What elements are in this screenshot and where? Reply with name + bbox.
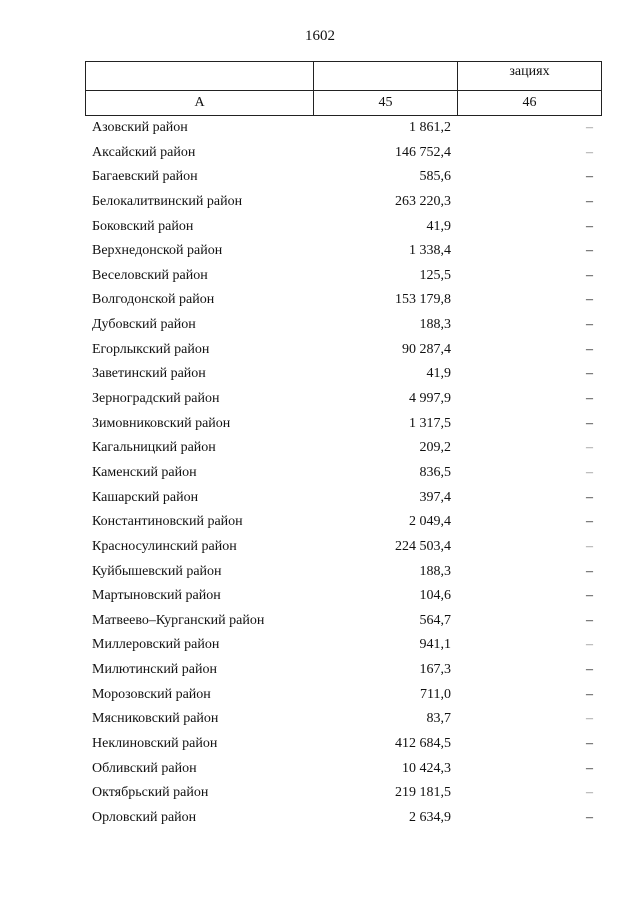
table-row	[0, 584, 640, 609]
value-col46: –	[586, 686, 593, 702]
district-name: Морозовский район	[92, 686, 211, 702]
value-col45: 941,1	[419, 637, 451, 653]
table-header	[85, 61, 602, 116]
header-cell-col45	[314, 62, 458, 91]
value-col46: –	[586, 440, 593, 456]
table-row	[0, 658, 640, 683]
district-name: Обливский район	[92, 760, 197, 776]
table-row	[0, 707, 640, 732]
table-row	[0, 609, 640, 634]
table-row	[0, 264, 640, 289]
table-row	[0, 461, 640, 486]
header-row-numbers	[86, 91, 602, 116]
value-col45: 10 424,3	[402, 760, 451, 776]
value-col46: –	[586, 760, 593, 776]
value-col45: 188,3	[419, 563, 451, 579]
value-col46: –	[586, 637, 593, 653]
column-label-46: 46	[458, 91, 602, 116]
value-col46: –	[586, 267, 593, 283]
value-col45: 564,7	[419, 612, 451, 628]
value-col46: –	[586, 563, 593, 579]
district-name: Октябрьский район	[92, 785, 209, 801]
value-col45: 219 181,5	[395, 785, 451, 801]
value-col45: 41,9	[426, 218, 451, 234]
district-name: Орловский район	[92, 809, 197, 825]
table-row	[0, 165, 640, 190]
district-name: Боковский район	[92, 218, 194, 234]
column-label-a: А	[86, 91, 314, 116]
value-col46: –	[586, 218, 593, 234]
value-col45: 209,2	[419, 440, 451, 456]
value-col45: 412 684,5	[395, 736, 451, 752]
header-row-top	[86, 62, 602, 91]
table-row	[0, 141, 640, 166]
header-cell-name	[86, 62, 314, 91]
table-row	[0, 806, 640, 831]
value-col45: 585,6	[419, 169, 451, 185]
table-row	[0, 412, 640, 437]
table-row	[0, 683, 640, 708]
value-col45: 146 752,4	[395, 144, 451, 160]
table-row	[0, 436, 640, 461]
value-col46: –	[586, 366, 593, 382]
value-col45: 188,3	[419, 317, 451, 333]
value-col46: –	[586, 711, 593, 727]
value-col46: –	[586, 144, 593, 160]
district-name: Веселовский район	[92, 267, 208, 283]
value-col46: –	[586, 292, 593, 308]
value-col46: –	[586, 612, 593, 628]
value-col45: 397,4	[419, 489, 451, 505]
header-col46-text: зациях	[509, 64, 550, 79]
table-body	[0, 116, 640, 831]
value-col46: –	[586, 662, 593, 678]
district-name: Верхнедонской район	[92, 243, 223, 259]
value-col45: 1 338,4	[409, 243, 451, 259]
district-name: Красносулинский район	[92, 538, 237, 554]
header-cell-col46	[458, 62, 602, 91]
table-row	[0, 560, 640, 585]
district-name: Азовский район	[92, 120, 188, 135]
value-col46: –	[586, 736, 593, 752]
value-col46: –	[586, 391, 593, 407]
value-col46: –	[586, 588, 593, 604]
value-col46: –	[586, 169, 593, 185]
value-col45: 4 997,9	[409, 391, 451, 407]
district-name: Милютинский район	[92, 662, 218, 678]
district-name: Кагальницкий район	[92, 440, 216, 456]
value-col46: –	[586, 514, 593, 530]
table-row	[0, 239, 640, 264]
value-col45: 153 179,8	[395, 292, 451, 308]
district-name: Зимовниковский район	[92, 415, 231, 431]
district-name: Константиновский район	[92, 514, 243, 530]
district-name: Миллеровский район	[92, 637, 220, 653]
page-number: 1602	[305, 28, 335, 44]
table-row	[0, 362, 640, 387]
table-row	[0, 510, 640, 535]
value-col45: 1 861,2	[409, 120, 451, 135]
value-col46: –	[586, 809, 593, 825]
table-row	[0, 190, 640, 215]
value-col45: 83,7	[426, 711, 451, 727]
district-name: Заветинский район	[92, 366, 206, 382]
value-col45: 711,0	[420, 686, 451, 702]
value-col45: 104,6	[419, 588, 451, 604]
value-col46: –	[586, 317, 593, 333]
value-col46: –	[586, 341, 593, 357]
district-name: Дубовский район	[92, 317, 196, 333]
column-label-45: 45	[314, 91, 458, 116]
value-col46: –	[586, 193, 593, 209]
district-name: Белокалитвинский район	[92, 193, 243, 209]
district-name: Каменский район	[92, 464, 197, 480]
value-col45: 836,5	[419, 464, 451, 480]
value-col45: 2 634,9	[409, 809, 451, 825]
table-row	[0, 338, 640, 363]
value-col46: –	[586, 120, 593, 135]
value-col45: 41,9	[426, 366, 451, 382]
district-name: Куйбышевский район	[92, 563, 222, 579]
table-row	[0, 288, 640, 313]
value-col46: –	[586, 489, 593, 505]
district-name: Матвеево–Курганский район	[92, 612, 265, 628]
table-row	[0, 387, 640, 412]
district-name: Неклиновский район	[92, 736, 218, 752]
value-col45: 125,5	[419, 267, 451, 283]
value-col45: 2 049,4	[409, 514, 451, 530]
table-row	[0, 732, 640, 757]
table-row	[0, 781, 640, 806]
value-col46: –	[586, 243, 593, 259]
value-col46: –	[586, 464, 593, 480]
table-row	[0, 633, 640, 658]
table-row	[0, 313, 640, 338]
value-col45: 167,3	[419, 662, 451, 678]
table-row	[0, 116, 640, 141]
district-name: Мясниковский район	[92, 711, 219, 727]
district-name: Зерноградский район	[92, 391, 220, 407]
district-name: Багаевский район	[92, 169, 198, 185]
district-name: Аксайский район	[92, 144, 196, 160]
value-col45: 90 287,4	[402, 341, 451, 357]
table-row	[0, 486, 640, 511]
value-col45: 1 317,5	[409, 415, 451, 431]
district-name: Егорлыкский район	[92, 341, 210, 357]
value-col45: 224 503,4	[395, 538, 451, 554]
district-name: Мартыновский район	[92, 588, 221, 604]
table-row	[0, 215, 640, 240]
value-col45: 263 220,3	[395, 193, 451, 209]
district-name: Кашарский район	[92, 489, 199, 505]
district-name: Волгодонской район	[92, 292, 215, 308]
table-row	[0, 535, 640, 560]
value-col46: –	[586, 538, 593, 554]
value-col46: –	[586, 785, 593, 801]
table-row	[0, 757, 640, 782]
value-col46: –	[586, 415, 593, 431]
